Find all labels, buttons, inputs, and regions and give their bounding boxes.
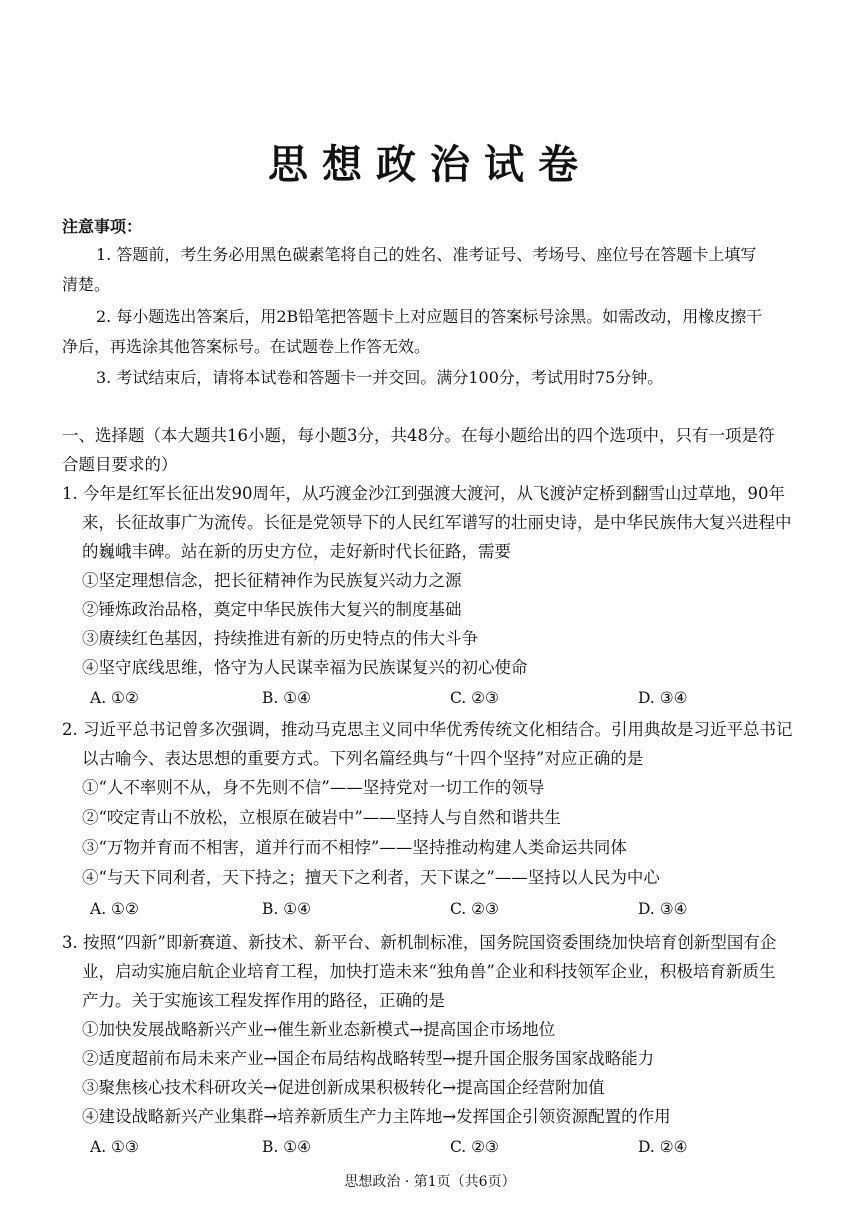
question-2-item: ④“与天下同利者，天下持之；擅天下之利者，天下谋之”——坚持以人民为中心 — [82, 868, 660, 887]
question-1-item: ③赓续红色基因，持续推进有新的历史特点的伟大斗争 — [82, 629, 478, 648]
question-3-item: ④建设战略新兴产业集群→培养新质生产力主阵地→发挥国企引领资源配置的作用 — [82, 1107, 671, 1126]
question-1-option-a[interactable]: A. ①② — [90, 689, 139, 707]
question-2-stem: 以古喻今、表达思想的重要方式。下列名篇经典与“十四个坚持”对应正确的是 — [82, 749, 644, 768]
notice-line: 3. 考试结束后，请将本试卷和答题卡一并交回。满分100分，考试用时75分钟。 — [96, 368, 664, 387]
question-1-item: ②锤炼政治品格，奠定中华民族伟大复兴的制度基础 — [82, 600, 462, 619]
question-2-option-a[interactable]: A. ①② — [90, 900, 139, 918]
notice-heading: 注意事项： — [62, 217, 143, 236]
question-1-option-d[interactable]: D. ③④ — [638, 689, 688, 707]
question-3-option-a[interactable]: A. ①③ — [90, 1138, 139, 1156]
question-3-item: ③聚焦核心技术科研攻关→促进创新成果积极转化→提高国企经营附加值 — [82, 1078, 605, 1097]
question-3-stem: 业，启动实施启航企业培育工程，加快打造未来“独角兽”企业和科技领军企业，积极培育新质生 — [82, 962, 776, 981]
question-3-stem: 3. 按照“四新”即新赛道、新技术、新平台、新机制标准，国务院国资委围绕加快培育创新型国有企 — [62, 933, 777, 952]
question-3-item: ②适度超前布局未来产业→国企布局结构战略转型→提升国企服务国家战略能力 — [82, 1049, 655, 1068]
question-2-item: ③“万物并育而不相害，道并行而不相悖”——坚持推动构建人类命运共同体 — [82, 838, 627, 857]
notice-line: 2. 每小题选出答案后，用2B铅笔把答题卡上对应题目的答案标号涂黑。如需改动，用橡皮擦干 — [96, 307, 763, 326]
question-1-item: ①坚定理想信念，把长征精神作为民族复兴动力之源 — [82, 571, 462, 590]
section-heading: 一、选择题（本大题共16小题，每小题3分，共48分。在每小题给出的四个选项中，只有一项是符 — [62, 426, 775, 445]
question-1-stem: 的巍峨丰碑。站在新的历史方位，走好新时代长征路，需要 — [82, 542, 511, 561]
question-2-item: ②“咬定青山不放松，立根原在破岩中”——坚持人与自然和谐共生 — [82, 808, 561, 827]
question-3-option-d[interactable]: D. ②④ — [638, 1138, 688, 1156]
question-1-stem: 1. 今年是红军长征出发90周年，从巧渡金沙江到强渡大渡河，从飞渡泸定桥到翻雪山过草地，90年 — [62, 484, 785, 503]
question-2-stem: 2. 习近平总书记曾多次强调，推动马克思主义同中华优秀传统文化相结合。引用典故是习近平总书记 — [62, 720, 793, 739]
notice-line: 净后，再选涂其他答案标号。在试题卷上作答无效。 — [62, 337, 431, 356]
question-1-item: ④坚守底线思维，恪守为人民谋幸福为民族谋复兴的初心使命 — [82, 658, 528, 677]
question-2-option-c[interactable]: C. ②③ — [450, 900, 499, 918]
page-title: 思想政治试卷 — [268, 141, 592, 188]
section-heading: 合题目要求的） — [62, 455, 178, 474]
question-1-option-b[interactable]: B. ①④ — [262, 689, 312, 707]
question-3-item: ①加快发展战略新兴产业→催生新业态新模式→提高国企市场地位 — [82, 1020, 556, 1039]
question-3-option-b[interactable]: B. ①④ — [262, 1138, 312, 1156]
page-footer: 思想政治 · 第1页（共6页） — [344, 1174, 516, 1190]
notice-line: 清楚。 — [62, 275, 111, 294]
question-3-option-c[interactable]: C. ②③ — [450, 1138, 499, 1156]
question-2-option-d[interactable]: D. ③④ — [638, 900, 688, 918]
question-3-stem: 产力。关于实施该工程发挥作用的路径，正确的是 — [82, 991, 445, 1010]
question-1-stem: 来，长征故事广为流传。长征是党领导下的人民红军谱写的壮丽史诗，是中华民族伟大复兴进程中 — [82, 513, 792, 532]
question-1-option-c[interactable]: C. ②③ — [450, 689, 499, 707]
notice-line: 1. 答题前，考生务必用黑色碳素笔将自己的姓名、准考证号、考场号、座位号在答题卡上填写 — [96, 245, 757, 264]
question-2-item: ①“人不率则不从，身不先则不信”——坚持党对一切工作的领导 — [82, 778, 545, 797]
question-2-option-b[interactable]: B. ①④ — [262, 900, 312, 918]
